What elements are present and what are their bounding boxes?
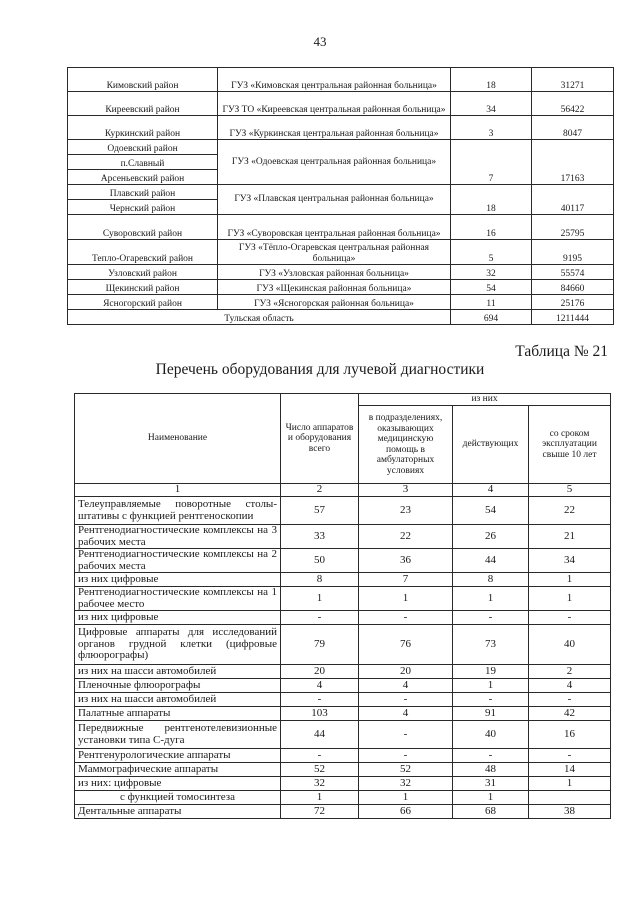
value-cell: - [529,611,611,625]
equipment-table [74,393,611,819]
value-cell: 52 [281,763,359,777]
value-cell: - [359,721,453,749]
equipment-name-cell: Маммографические аппараты [75,763,281,777]
table-row [75,525,611,549]
equipment-name-cell: Цифровые аппараты для исследований органов грудной клетки (цифровые флюорографы) [75,625,281,665]
total-count-cell: 694 [451,310,532,325]
table-row [75,665,611,679]
value-cell: - [453,749,529,763]
count-cell: 7 [451,140,532,185]
value-cell: 34 [529,549,611,573]
header-active: действующих [453,406,529,484]
value-cell: 26 [453,525,529,549]
equipment-name-cell: Рентгенурологические аппараты [75,749,281,763]
table-row [68,265,614,280]
value-cell: 68 [453,805,529,819]
value-cell: 1 [281,587,359,611]
table-caption: Таблица № 21 [515,343,608,360]
equipment-name-cell: Пленочные флюорографы [75,679,281,693]
table-row [75,625,611,665]
value-cell: 4 [281,679,359,693]
value-cell: 1 [281,791,359,805]
population-cell: 9195 [532,240,614,265]
page-number: 43 [313,34,327,49]
value-cell: 103 [281,707,359,721]
org-cell: ГУЗ «Тёпло-Огаревская центральная районная больница» [218,240,451,265]
value-cell: - [453,693,529,707]
value-cell: 73 [453,625,529,665]
district-cell: Арсеньевский район [68,170,218,185]
org-cell: ГУЗ «Плавская центральная районная больница» [218,185,451,215]
total-row [68,310,614,325]
count-cell: 3 [451,116,532,140]
equipment-name-cell: Дентальные аппараты [75,805,281,819]
district-cell: Кимовский район [68,68,218,92]
value-cell: 14 [529,763,611,777]
table-row [68,215,614,240]
value-cell: 33 [281,525,359,549]
table-row [68,280,614,295]
header-outpatient: в подразделениях, оказывающих медицинскую помощь в амбулаторных условиях [359,406,453,484]
column-numbers-row [75,484,611,497]
value-cell: - [529,693,611,707]
org-cell: ГУЗ ТО «Киреевская центральная районная больница» [218,92,451,116]
value-cell: 52 [359,763,453,777]
value-cell: 2 [529,665,611,679]
count-cell: 5 [451,240,532,265]
count-cell: 34 [451,92,532,116]
population-cell: 56422 [532,92,614,116]
value-cell: 50 [281,549,359,573]
district-cell: Ясногорский район [68,295,218,310]
value-cell: 1 [529,587,611,611]
header-old: со сроком эксплуатации свыше 10 лет [529,406,611,484]
value-cell: 20 [281,665,359,679]
value-cell: 22 [359,525,453,549]
population-cell: 55574 [532,265,614,280]
value-cell: 72 [281,805,359,819]
org-cell: ГУЗ «Куркинская центральная районная больница» [218,116,451,140]
value-cell: 32 [359,777,453,791]
total-population-cell: 1211444 [532,310,614,325]
district-cell: Тепло-Огаревский район [68,240,218,265]
table-title: Перечень оборудования для лучевой диагностики [155,361,485,378]
table-row [75,497,611,525]
column-number: 5 [529,484,611,497]
table-row [68,68,614,92]
value-cell: - [359,611,453,625]
value-cell: 40 [529,625,611,665]
org-cell: ГУЗ «Щекинская районная больница» [218,280,451,295]
org-cell: ГУЗ «Ясногорская районная больница» [218,295,451,310]
table-row [68,140,614,155]
equipment-name-cell: Палатные аппараты [75,707,281,721]
table-row [75,791,611,805]
table-row [75,749,611,763]
count-cell: 18 [451,68,532,92]
table-row [75,549,611,573]
equipment-name-cell: Рентгенодиагностические комплексы на 3 рабочих места [75,525,281,549]
equipment-name-cell: из них на шасси автомобилей [75,693,281,707]
column-number: 1 [75,484,281,497]
value-cell: 22 [529,497,611,525]
value-cell: 1 [529,573,611,587]
equipment-name-cell: с функцией томосинтеза [75,791,281,805]
table-row [75,693,611,707]
districts-table [67,67,614,325]
district-cell: Чернский район [68,200,218,215]
table-row [68,92,614,116]
district-cell: Одоевский район [68,140,218,155]
population-cell: 40117 [532,185,614,215]
header-of-them: из них [359,394,611,406]
value-cell: 66 [359,805,453,819]
equipment-name-cell: из них цифровые [75,573,281,587]
equipment-name-cell: Телеуправляемые поворотные столы-штативы с функцией рентгеноскопии [75,497,281,525]
population-cell: 25176 [532,295,614,310]
count-cell: 16 [451,215,532,240]
value-cell: 42 [529,707,611,721]
value-cell: 91 [453,707,529,721]
table-row [75,679,611,693]
column-number: 2 [281,484,359,497]
value-cell: - [529,749,611,763]
table-row [75,721,611,749]
count-cell: 54 [451,280,532,295]
table-row [75,587,611,611]
value-cell: 76 [359,625,453,665]
count-cell: 18 [451,185,532,215]
header-total: Число аппаратов и оборудования всего [281,394,359,484]
district-cell: Киреевский район [68,92,218,116]
value-cell: 31 [453,777,529,791]
value-cell: 1 [529,777,611,791]
population-cell: 84660 [532,280,614,295]
table-row [75,777,611,791]
district-cell: Щекинский район [68,280,218,295]
table-row [68,240,614,265]
equipment-name-cell: из них цифровые [75,611,281,625]
population-cell: 31271 [532,68,614,92]
header-name: Наименование [75,394,281,484]
value-cell: - [359,749,453,763]
value-cell: 44 [281,721,359,749]
org-cell: ГУЗ «Узловская районная больница» [218,265,451,280]
count-cell: 11 [451,295,532,310]
value-cell: - [281,749,359,763]
equipment-name-cell: Рентгенодиагностические комплексы на 1 рабочее место [75,587,281,611]
count-cell: 32 [451,265,532,280]
value-cell: 4 [359,679,453,693]
value-cell: 38 [529,805,611,819]
org-cell: ГУЗ «Одоевская центральная районная больница» [218,140,451,185]
value-cell: 16 [529,721,611,749]
value-cell: 1 [359,587,453,611]
column-number: 3 [359,484,453,497]
value-cell: 20 [359,665,453,679]
value-cell: - [281,693,359,707]
value-cell: 23 [359,497,453,525]
value-cell: 8 [281,573,359,587]
population-cell: 8047 [532,116,614,140]
table-row [68,116,614,140]
table-row [75,763,611,777]
value-cell: 57 [281,497,359,525]
total-label: Тульская область [68,310,451,325]
value-cell: 36 [359,549,453,573]
value-cell: 1 [453,679,529,693]
population-cell: 25795 [532,215,614,240]
value-cell: 54 [453,497,529,525]
value-cell: 44 [453,549,529,573]
org-cell: ГУЗ «Суворовская центральная районная больница» [218,215,451,240]
district-cell: Узловский район [68,265,218,280]
value-cell: 1 [453,587,529,611]
population-cell: 17163 [532,140,614,185]
district-cell: п.Славный [68,155,218,170]
value-cell [529,791,611,805]
equipment-name-cell: из них: цифровые [75,777,281,791]
table-row [68,295,614,310]
value-cell: 8 [453,573,529,587]
value-cell: 32 [281,777,359,791]
table-row [68,185,614,200]
value-cell: 40 [453,721,529,749]
value-cell: 79 [281,625,359,665]
value-cell: 1 [359,791,453,805]
value-cell: - [359,693,453,707]
org-cell: ГУЗ «Кимовская центральная районная больница» [218,68,451,92]
table-row [75,805,611,819]
value-cell: 19 [453,665,529,679]
equipment-name-cell: Передвижные рентгенотелевизионные установки типа С-дуга [75,721,281,749]
value-cell: - [281,611,359,625]
value-cell: 48 [453,763,529,777]
table-row [75,611,611,625]
table-row [75,573,611,587]
value-cell: 21 [529,525,611,549]
value-cell: - [453,611,529,625]
district-cell: Плавский район [68,185,218,200]
value-cell: 1 [453,791,529,805]
value-cell: 4 [359,707,453,721]
value-cell: 7 [359,573,453,587]
equipment-name-cell: Рентгенодиагностические комплексы на 2 рабочих места [75,549,281,573]
value-cell: 4 [529,679,611,693]
district-cell: Куркинский район [68,116,218,140]
equipment-name-cell: из них на шасси автомобилей [75,665,281,679]
column-number: 4 [453,484,529,497]
table-row [75,707,611,721]
district-cell: Суворовский район [68,215,218,240]
